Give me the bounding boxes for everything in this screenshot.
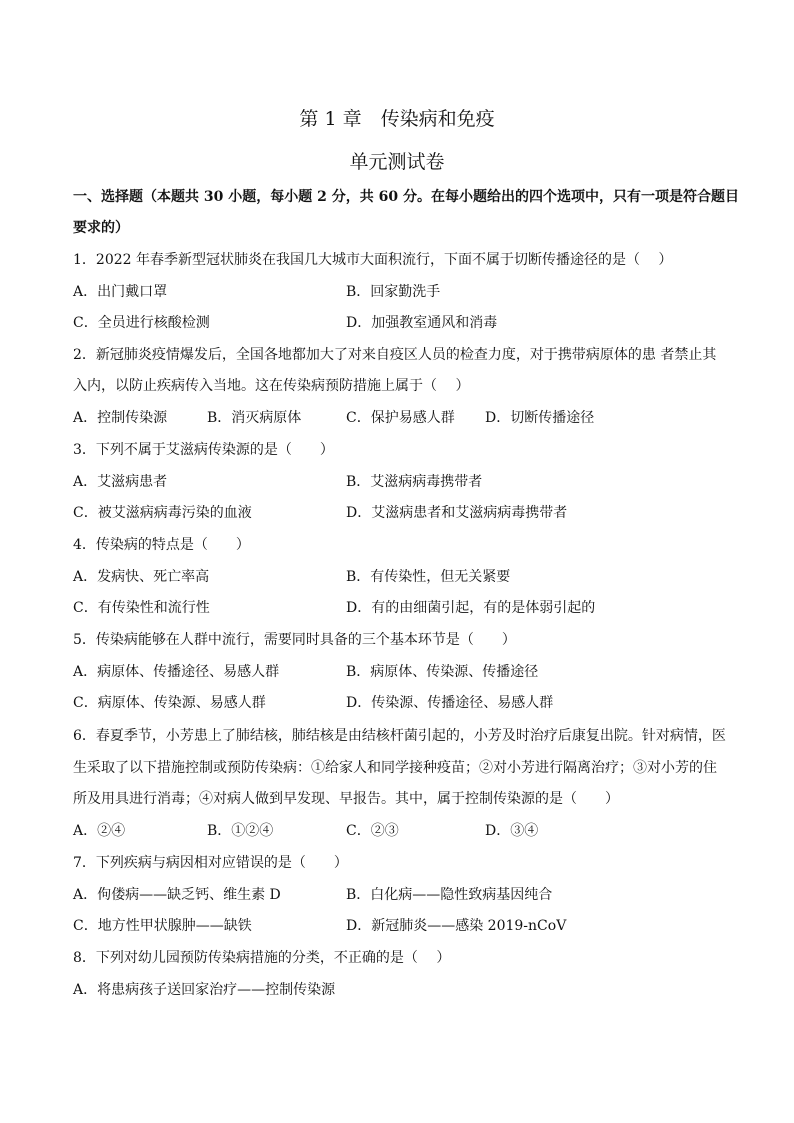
question-6-stem-cont-2: 所及用具进行消毒；④对病人做到早发现、早报告。其中，属于控制传染源的是（ ）	[73, 791, 619, 807]
section-heading: 一、选择题（本题共 30 小题，每小题 2 分，共 60 分。在每小题给出的四个选项中，只有一项是符合题目	[73, 189, 739, 205]
question-5-option-b: B．病原体、传染源、传播途径	[346, 664, 539, 680]
question-6-option-d: D．③④	[485, 823, 539, 839]
question-4-option-c: C．有传染性和流行性	[73, 600, 210, 616]
section-heading-cont: 要求的）	[73, 220, 129, 236]
question-6-stem: 6．春夏季节，小芳患上了肺结核，肺结核是由结核杆菌引起的，小芳及时治疗后康复出院。针对病情，医	[73, 728, 726, 744]
question-7-option-c: C．地方性甲状腺肿——缺铁	[73, 918, 252, 934]
question-7-option-d: D．新冠肺炎——感染 2019-nCoV	[346, 918, 567, 934]
question-2-option-a: A．控制传染源	[73, 410, 168, 426]
question-4-stem: 4．传染病的特点是（ ）	[73, 537, 250, 553]
question-1-option-d: D．加强教室通风和消毒	[346, 315, 498, 331]
question-5-option-a: A．病原体、传播途径、易感人群	[73, 664, 280, 680]
exam-subtitle: 单元测试卷	[349, 151, 445, 173]
question-2-option-c: C．保护易感人群	[346, 410, 455, 426]
question-1-option-c: C．全员进行核酸检测	[73, 315, 210, 331]
question-2-option-d: D．切断传播途径	[485, 410, 595, 426]
question-5-stem: 5．传染病能够在人群中流行，需要同时具备的三个基本环节是（ ）	[73, 632, 516, 648]
question-8-option-a: A．将患病孩子送回家治疗——控制传染源	[73, 982, 336, 998]
question-2-stem: 2．新冠肺炎疫情爆发后，全国各地都加大了对来自疫区人员的检查力度，对于携带病原体的患 者禁止其	[73, 347, 717, 363]
question-1-stem: 1．2022 年春季新型冠状肺炎在我国几大城市大面积流行，下面不属于切断传播途径的是（ ）	[73, 252, 673, 268]
question-6-option-c: C．②③	[346, 823, 399, 839]
question-3-option-c: C．被艾滋病病毒污染的血液	[73, 505, 252, 521]
question-4-option-a: A．发病快、死亡率高	[73, 569, 210, 585]
question-3-option-d: D．艾滋病患者和艾滋病病毒携带者	[346, 505, 568, 521]
question-6-option-a: A．②④	[73, 823, 126, 839]
question-2-option-b: B．消灭病原体	[207, 410, 302, 426]
question-3-stem: 3．下列不属于艾滋病传染源的是（ ）	[73, 442, 334, 458]
question-6-option-b: B．①②④	[207, 823, 274, 839]
question-4-option-d: D．有的由细菌引起，有的是体弱引起的	[346, 600, 596, 616]
question-7-option-a: A．佝偻病——缺乏钙、维生素 D	[73, 887, 281, 903]
question-1-option-b: B．回家勤洗手	[346, 284, 441, 300]
question-4-option-b: B．有传染性，但无关紧要	[346, 569, 511, 585]
question-5-option-d: D．传染源、传播途径、易感人群	[346, 695, 554, 711]
question-5-option-c: C．病原体、传染源、易感人群	[73, 695, 266, 711]
question-3-option-a: A．艾滋病患者	[73, 474, 168, 490]
question-8-stem: 8．下列对幼儿园预防传染病措施的分类，不正确的是（ ）	[73, 950, 451, 966]
question-2-stem-cont: 入内，以防止疾病传入当地。这在传染病预防措施上属于（ ）	[73, 378, 470, 394]
question-3-option-b: B．艾滋病病毒携带者	[346, 474, 483, 490]
question-1-option-a: A．出门戴口罩	[73, 284, 168, 300]
chapter-title: 第 1 章 传染病和免疫	[299, 108, 495, 130]
question-6-stem-cont-1: 生采取了以下措施控制或预防传染病：①给家人和同学接种疫苗；②对小芳进行隔离治疗；③对小芳的住	[73, 760, 717, 776]
question-7-stem: 7．下列疾病与病因相对应错误的是（ ）	[73, 855, 348, 871]
question-7-option-b: B．白化病——隐性致病基因纯合	[346, 887, 553, 903]
